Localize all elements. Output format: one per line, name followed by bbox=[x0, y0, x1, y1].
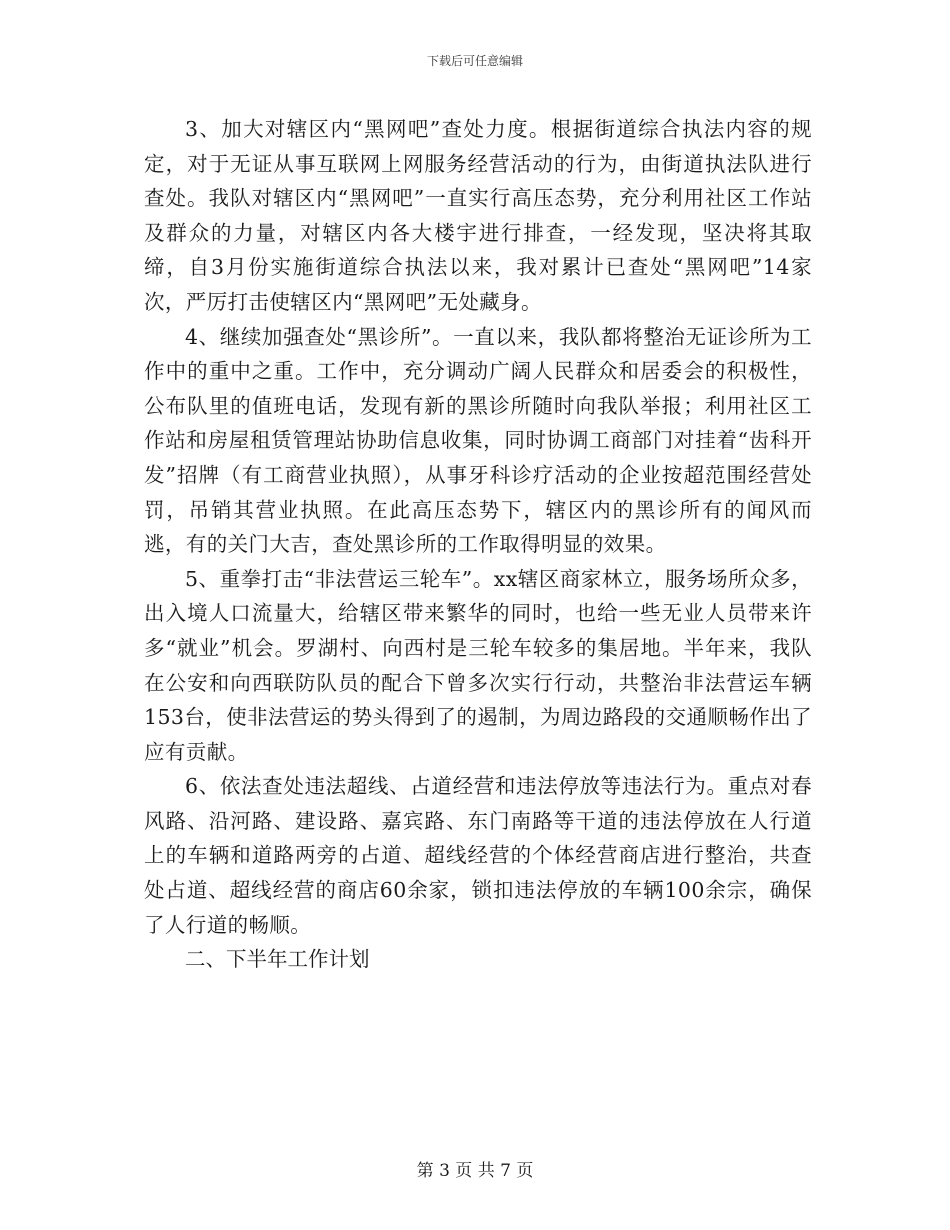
section-heading: 二、下半年工作计划 bbox=[185, 947, 370, 972]
paragraph-3: 3、加大对辖区内“黑网吧”查处力度。根据街道综合执法内容的规定，对于无证从事互联网上网服务经营活动的行为，由街道执法队进行查处。我队对辖区内“黑网吧”一直实行高压态势，充分利用社区工作站及群众的力量，对辖区内各大楼宇进行排查，一经发现，坚决将其取缔，自3月份实施街道综合执法以来，我对累计已查处“黑网吧”14家次，严厉打击使辖区内“黑网吧”无处藏身。 bbox=[144, 117, 812, 314]
paragraph-5: 5、重拳打击“非法营运三轮车”。xx辖区商家林立，服务场所众多，出入境人口流量大，给辖区带来繁华的同时，也给一些无业人员带来许多“就业”机会。罗湖村、向西村是三轮车较多的集居地。半年来，我队在公安和向西联防队员的配合下曾多次实行行动，共整治非法营运车辆153台，使非法营运的势头得到了的遏制，为周边路段的交通顺畅作出了应有贡献。 bbox=[144, 566, 812, 764]
page-number-footer: 第 3 页 共 7 页 bbox=[416, 1161, 534, 1181]
page-header: 下载后可任意编辑 bbox=[426, 54, 523, 68]
paragraph-6: 6、依法查处违法超线、占道经营和违法停放等违法行为。重点对春风路、沿河路、建设路、嘉宾路、东门南路等干道的违法停放在人行道上的车辆和道路两旁的占道、超线经营的个体经营商店进行整治，共查处占道、超线经营的商店60余家，锁扣违法停放的车辆100余宗，确保了人行道的畅顺。 bbox=[144, 774, 812, 937]
paragraph-4: 4、继续加强查处“黑诊所”。一直以来，我队都将整治无证诊所为工作中的重中之重。工作中，充分调动广阔人民群众和居委会的积极性，公布队里的值班电话，发现有新的黑诊所随时向我队举报；利用社区工作站和房屋租赁管理站协助信息收集，同时协调工商部门对挂着“齿科开发”招牌（有工商营业执照），从事牙科诊疗活动的企业按超范围经营处罚，吊销其营业执照。在此高压态势下，辖区内的黑诊所有的闻风而逃，有的关门大吉，查处黑诊所的工作取得明显的效果。 bbox=[144, 324, 812, 557]
document-body bbox=[144, 112, 812, 977]
